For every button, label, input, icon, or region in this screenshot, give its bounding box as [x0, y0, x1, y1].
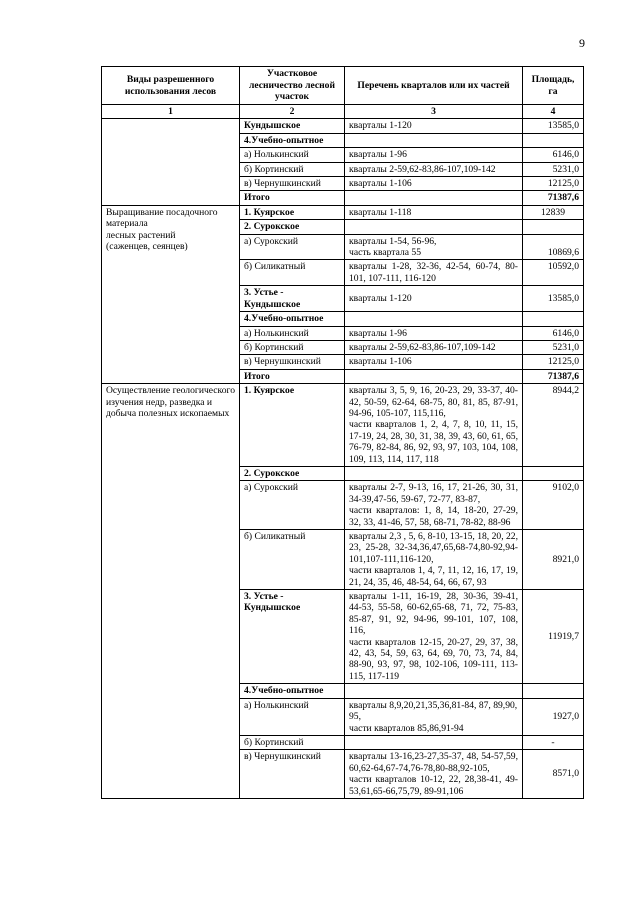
area-cell: 5231,0: [523, 162, 584, 176]
quarters-cell: [345, 369, 523, 383]
area-cell: 8571,0: [523, 750, 584, 799]
quarters-cell: кварталы 13-16,23-27,35-37, 48, 54-57,59, 60,62-64,67-74,76-78,80-88,92-105, части кварталов 10-12, 22, 28,38-41, 49-53,61,65-66,75,79, 89-91,106: [345, 750, 523, 799]
forestry-unit-cell: б) Силикатный: [240, 530, 345, 590]
quarters-cell: кварталы 8,9,20,21,35,36,81-84, 87, 89,90, 95, части кварталов 85,86,91-94: [345, 698, 523, 735]
forestry-unit-cell: Кундышское: [240, 119, 345, 133]
forestry-unit-cell: а) Сурокский: [240, 234, 345, 260]
quarters-cell: [345, 133, 523, 147]
area-cell: 12839: [523, 205, 584, 219]
quarters-cell: кварталы 2-59,62-83,86-107,109-142: [345, 162, 523, 176]
forestry-unit-cell: 4.Учебно-опытное: [240, 684, 345, 698]
area-cell: -: [523, 735, 584, 749]
area-cell: 6146,0: [523, 326, 584, 340]
header-area: Площадь, га: [523, 67, 584, 105]
forestry-unit-cell: в) Чернушкинский: [240, 355, 345, 369]
column-numbers-row: [102, 105, 584, 119]
forestry-unit-cell: 3. Устье - Кундышское: [240, 286, 345, 312]
quarters-cell: кварталы 1-120: [345, 119, 523, 133]
forestry-unit-cell: 4.Учебно-опытное: [240, 133, 345, 147]
area-cell: [523, 312, 584, 326]
area-cell: 6146,0: [523, 148, 584, 162]
area-cell: 1927,0: [523, 698, 584, 735]
area-cell: 9102,0: [523, 481, 584, 530]
area-cell: 10869,6: [523, 234, 584, 260]
forestry-unit-cell: а) Нолькинский: [240, 148, 345, 162]
use-type-cell: Выращивание посадочного материала лесных растений (саженцев, сеянцев): [102, 205, 240, 383]
use-type-cell: [102, 119, 240, 205]
column-number: 4: [523, 105, 584, 119]
quarters-cell: кварталы 1-54, 56-96, часть квартала 55: [345, 234, 523, 260]
forest-use-table: [101, 66, 584, 799]
forestry-unit-cell: а) Нолькинский: [240, 326, 345, 340]
area-cell: [523, 220, 584, 234]
forestry-unit-cell: Итого: [240, 369, 345, 383]
quarters-cell: кварталы 1-96: [345, 148, 523, 162]
area-cell: 13585,0: [523, 119, 584, 133]
quarters-cell: [345, 191, 523, 205]
area-cell: 10592,0: [523, 260, 584, 286]
forestry-unit-cell: 1. Куярское: [240, 205, 345, 219]
column-number: 1: [102, 105, 240, 119]
forestry-unit-cell: 2. Сурокское: [240, 466, 345, 480]
forestry-unit-cell: 2. Сурокское: [240, 220, 345, 234]
quarters-cell: кварталы 2-59,62-83,86-107,109-142: [345, 340, 523, 354]
area-cell: 5231,0: [523, 340, 584, 354]
area-cell: 12125,0: [523, 355, 584, 369]
area-cell: 13585,0: [523, 286, 584, 312]
forestry-unit-cell: в) Чернушкинский: [240, 750, 345, 799]
forestry-unit-cell: а) Сурокский: [240, 481, 345, 530]
quarters-cell: кварталы 1-28, 32-36, 42-54, 60-74, 80-101, 107-111, 116-120: [345, 260, 523, 286]
forestry-unit-cell: б) Кортинский: [240, 340, 345, 354]
total-area-cell: 71387,6: [523, 191, 584, 205]
quarters-cell: кварталы 1-120: [345, 286, 523, 312]
forestry-unit-cell: 3. Устье - Кундышское: [240, 590, 345, 684]
column-number: 3: [345, 105, 523, 119]
quarters-cell: кварталы 1-96: [345, 326, 523, 340]
area-cell: [523, 133, 584, 147]
quarters-cell: кварталы 3, 5, 9, 16, 20-23, 29, 33-37, 40-42, 50-59, 62-64, 68-75, 80, 81, 85, 87-91, 94-96, 105-107, 115,116, части кварталов 1, 2, 4, 7, 8, 10, 11, 15, 17-19, 24, 28, 30, 31, 38, 39, 43, 60, 61, 65, 76-79, 82-84, 86, 92, 93, 97, 103, 104, 108, 109, 113, 114, 117, 118: [345, 384, 523, 467]
forestry-unit-cell: Итого: [240, 191, 345, 205]
quarters-cell: кварталы 1-11, 16-19, 28, 30-36, 39-41, 44-53, 55-58, 60-62,65-68, 71, 72, 75-83, 85-87, 91, 92, 94-96, 99-101, 107, 108, 116, части кварталов 12-15, 20-27, 29, 37, 38, 42, 43, 54, 59, 63, 64, 69, 70, 73, 74, 84, 88-90, 93, 97, 98, 102-106, 109-111, 113-115, 117-119: [345, 590, 523, 684]
forestry-unit-cell: 1. Куярское: [240, 384, 345, 467]
header-forestry-unit: Участковое лесничество лесной участок: [240, 67, 345, 105]
table-header-row: [102, 67, 584, 105]
quarters-cell: кварталы 1-118: [345, 205, 523, 219]
area-cell: [523, 466, 584, 480]
column-number: 2: [240, 105, 345, 119]
quarters-cell: [345, 220, 523, 234]
header-use-type: Виды разрешенного использования лесов: [102, 67, 240, 105]
quarters-cell: кварталы 2-7, 9-13, 16, 17, 21-26, 30, 31, 34-39,47-56, 59-67, 72-77, 83-87, части кварталов: 1, 8, 14, 18-20, 27-29, 32, 33, 41-46, 57, 58, 68-71, 78-82, 88-96: [345, 481, 523, 530]
table-row: [102, 119, 584, 133]
quarters-cell: кварталы 2,3 , 5, 6, 8-10, 13-15, 18, 20, 22, 23, 25-28, 32-34,36,47,65,68-74,80-92,94-101,107-111,116-120, части кварталов 1, 4, 7, 11, 12, 16, 17, 19, 21, 24, 35, 46, 48-54, 64, 66, 67, 93: [345, 530, 523, 590]
area-cell: 8921,0: [523, 530, 584, 590]
page-number: 9: [579, 36, 585, 50]
forestry-unit-cell: в) Чернушкинский: [240, 177, 345, 191]
forestry-unit-cell: б) Силикатный: [240, 260, 345, 286]
table-row: [102, 205, 584, 219]
forestry-unit-cell: б) Кортинский: [240, 162, 345, 176]
area-cell: 8944,2: [523, 384, 584, 467]
quarters-cell: [345, 735, 523, 749]
area-cell: [523, 684, 584, 698]
table-row: [102, 384, 584, 467]
area-cell: 12125,0: [523, 177, 584, 191]
quarters-cell: [345, 466, 523, 480]
header-quarters-list: Перечень кварталов или их частей: [345, 67, 523, 105]
quarters-cell: кварталы 1-106: [345, 177, 523, 191]
quarters-cell: кварталы 1-106: [345, 355, 523, 369]
use-type-cell: Осуществление геологического изучения недр, разведка и добыча полезных ископаемых: [102, 384, 240, 799]
forestry-unit-cell: а) Нолькинский: [240, 698, 345, 735]
forestry-unit-cell: 4.Учебно-опытное: [240, 312, 345, 326]
forestry-unit-cell: б) Кортинский: [240, 735, 345, 749]
quarters-cell: [345, 684, 523, 698]
total-area-cell: 71387,6: [523, 369, 584, 383]
quarters-cell: [345, 312, 523, 326]
area-cell: 11919,7: [523, 590, 584, 684]
